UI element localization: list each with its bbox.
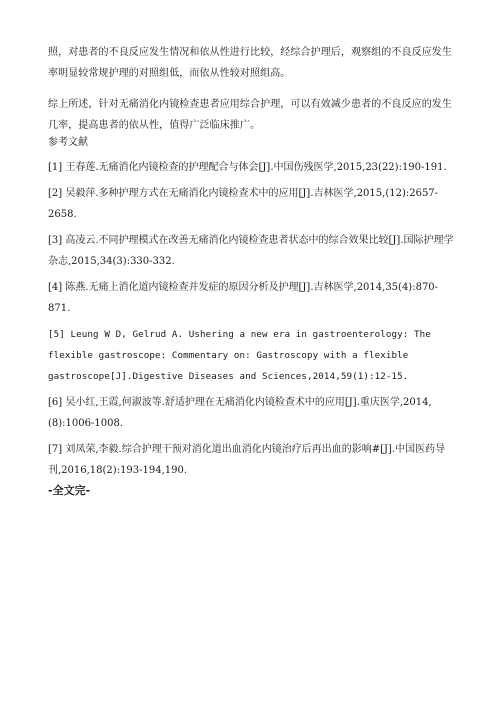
reference-item: [5] Leung W D, Gelrud A. Ushering a new era in gastroenterology: The flexible gastroscope: Commentary on: Gastroscopy with a flexible gastroscope[J].Digestive Diseases and Sciences,2014,59(1):12-15. [48, 329, 431, 382]
end-of-text-mark: -全文完- [48, 484, 91, 497]
reference-item: [4] 陈燕.无痛上消化道内镜检查并发症的原因分析及护理[J].吉林医学,2014,35(4):870-871. [48, 282, 439, 314]
references-list [48, 157, 458, 486]
reference-item: [1] 王春莲.无痛消化内镜检查的护理配合与体会[J].中国伤残医学,2015,23(22):190-191. [48, 162, 447, 173]
references-heading: 参考文献 [48, 137, 88, 148]
reference-item: [7] 刘凤荣,李毅.综合护理干预对消化道出血消化内镜治疗后再出血的影响#[J].中国医药导刊,2016,18(2):193-194,190. [48, 444, 446, 476]
body-paragraph: 照，对患者的不良反应发生情况和依从性进行比较，经综合护理后，观察组的不良反应发生率明显较常规护理的对照组低，而依从性较对照组高。 [48, 47, 452, 79]
reference-item: [6] 吴小红,王霞,何淑波等.舒适护理在无痛消化内镜检查术中的应用[J].重庆医学,2014,(8):1006-1008. [48, 397, 432, 429]
conclusion-paragraph: 综上所述，针对无痛消化内镜检查患者应用综合护理，可以有效减少患者的不良反应的发生几率，提高患者的依从性，值得广泛临床推广。 [48, 99, 452, 131]
reference-item: [2] 吴毅萍.多种护理方式在无痛消化内镜检查术中的应用[J].吉林医学,2015,(12):2657-2658. [48, 188, 439, 220]
reference-item: [3] 高凌云.不同护理模式在改善无痛消化内镜检查患者状态中的综合效果比较[J].国际护理学杂志,2015,34(3):330-332. [48, 235, 454, 267]
